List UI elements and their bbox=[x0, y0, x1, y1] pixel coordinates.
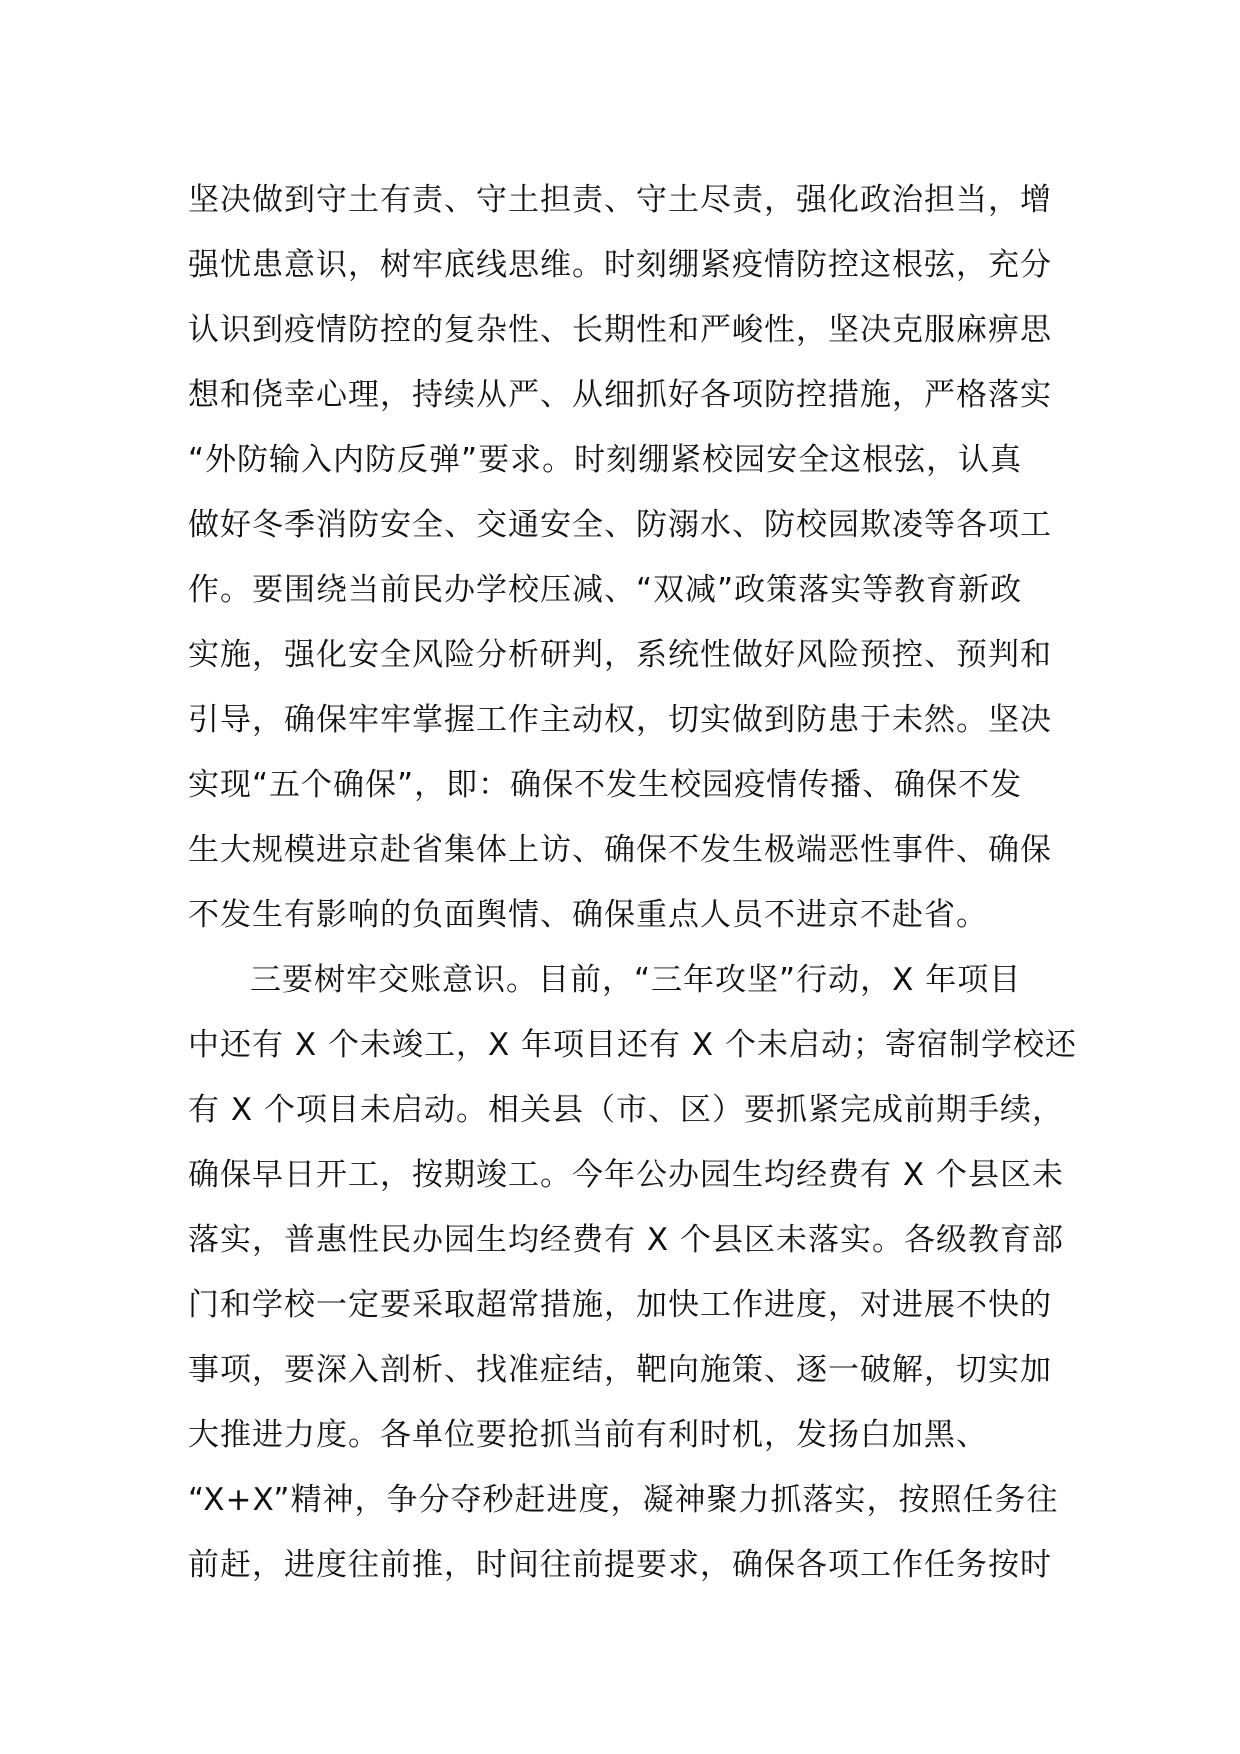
text-line: 引导，确保牢牢掌握工作主动权，切实做到防患于未然。坚决 bbox=[188, 702, 1052, 738]
text-line: 确保早日开工，按期竣工。今年公办园生均经费有 X 个县区未 bbox=[188, 1157, 1064, 1193]
text-line: 大推进力度。各单位要抢抓当前有利时机，发扬白加黑、 bbox=[188, 1417, 988, 1453]
text-line: 生大规模进京赴省集体上访、确保不发生极端恶性事件、确保 bbox=[188, 832, 1052, 868]
paragraph-start-line: 三要树牢交账意识。目前，“三年攻坚”行动，X 年项目 bbox=[250, 962, 1022, 998]
text-line: 事项，要深入剖析、找准症结，靶向施策、逐一破解，切实加 bbox=[188, 1352, 1052, 1388]
text-line: 落实，普惠性民办园生均经费有 X 个县区未落实。各级教育部 bbox=[188, 1222, 1064, 1258]
text-line: 坚决做到守土有责、守土担责、守土尽责，强化政治担当，增 bbox=[188, 182, 1052, 218]
text-line: 中还有 X 个未竣工，X 年项目还有 X 个未启动；寄宿制学校还 bbox=[188, 1027, 1077, 1063]
text-line: 有 X 个项目未启动。相关县（市、区）要抓紧完成前期手续， bbox=[188, 1092, 1064, 1128]
body-text bbox=[188, 168, 1077, 1598]
text-line: 强忧患意识，树牢底线思维。时刻绷紧疫情防控这根弦，充分 bbox=[188, 247, 1052, 283]
text-line: 做好冬季消防安全、交通安全、防溺水、防校园欺凌等各项工 bbox=[188, 507, 1052, 543]
text-line: 想和侥幸心理，持续从严、从细抓好各项防控措施，严格落实 bbox=[188, 377, 1052, 413]
text-line: 不发生有影响的负面舆情、确保重点人员不进京不赴省。 bbox=[188, 897, 988, 933]
text-line: “外防输入内防反弹”要求。时刻绷紧校园安全这根弦，认真 bbox=[188, 442, 1023, 478]
text-line: “X+X”精神，争分夺秒赶进度，凝神聚力抓落实，按照任务往 bbox=[188, 1482, 1059, 1518]
text-line: 认识到疫情防控的复杂性、长期性和严峻性，坚决克服麻痹思 bbox=[188, 312, 1052, 348]
text-line: 作。要围绕当前民办学校压减、“双减”政策落实等教育新政 bbox=[188, 572, 1023, 608]
text-line: 实施，强化安全风险分析研判，系统性做好风险预控、预判和 bbox=[188, 637, 1052, 673]
text-line: 门和学校一定要采取超常措施，加快工作进度，对进展不快的 bbox=[188, 1287, 1052, 1323]
text-line: 前赶，进度往前推，时间往前提要求，确保各项工作任务按时 bbox=[188, 1547, 1052, 1583]
text-line: 实现“五个确保”，即：确保不发生校园疫情传播、确保不发 bbox=[188, 767, 1023, 803]
